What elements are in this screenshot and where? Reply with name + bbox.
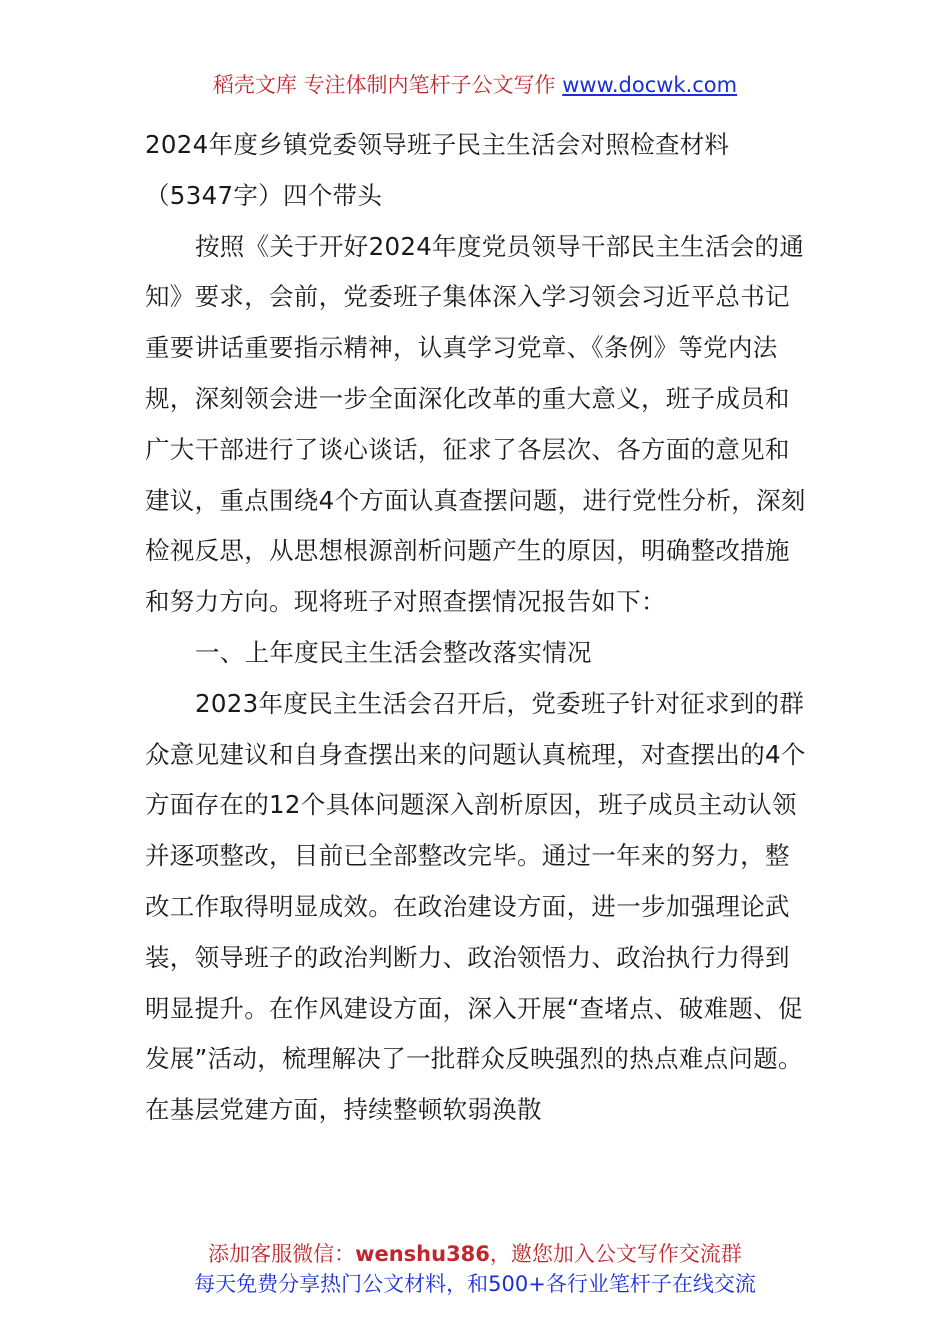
site-tagline: 专注体制内笔杆子公文写作 [303, 73, 556, 97]
body-paragraph: 2023年度民主生活会召开后，党委班子针对征求到的群众意见建议和自身查摆出来的问题认真梳理，对查摆出的4个方面存在的12个具体问题深入剖析原因，班子成员主动认领并逐项整改，目前已全部整改完毕。通过一年来的努力，整改工作取得明显成效。在政治建设方面，进一步加强理论武装，领导班子的政治判断力、政治领悟力、政治执行力得到明显提升。在作风建设方面，深入开展“查堵点、破难题、促发展”活动，梳理解决了一批群众反映强烈的热点难点问题。在基层党建方面，持续整顿软弱涣散 [145, 688, 806, 1125]
footer-banner [0, 1239, 950, 1299]
footer-wechat-suffix: ，邀您加入公文写作交流群 [489, 1242, 742, 1266]
intro-paragraph: 按照《关于开好2024年度党员领导干部民主生活会的通知》要求，会前，党委班子集体深入学习领会习近平总书记重要讲话重要指示精神，认真学习党章、《条例》等党内法规，深刻领会进一步全面深化改革的重大意义，班子成员和广大干部进行了谈心谈话，征求了各层次、各方面的意见和建议，重点围绕4个方面认真查摆问题，进行党性分析，深刻检视反思，从思想根源剖析问题产生的原因，明确整改措施和努力方向。现将班子对照查摆情况报告如下： [145, 231, 806, 617]
document-body [145, 120, 810, 1136]
section-heading: 一、上年度民主生活会整改落实情况 [195, 637, 592, 667]
document-title: 2024年度乡镇党委领导班子民主生活会对照检查材料（5347字）四个带头 [145, 130, 730, 210]
site-name: 稻壳文库 [212, 73, 297, 97]
footer-line-share: 每天免费分享热门公文材料，和500+各行业笔杆子在线交流 [194, 1272, 756, 1296]
footer-wechat-prefix: 添加客服微信： [208, 1242, 356, 1266]
site-url-link[interactable]: www.docwk.com [562, 73, 738, 97]
header-banner [0, 70, 950, 100]
wechat-id: wenshu386 [355, 1242, 490, 1266]
footer-line-wechat [0, 1239, 950, 1269]
